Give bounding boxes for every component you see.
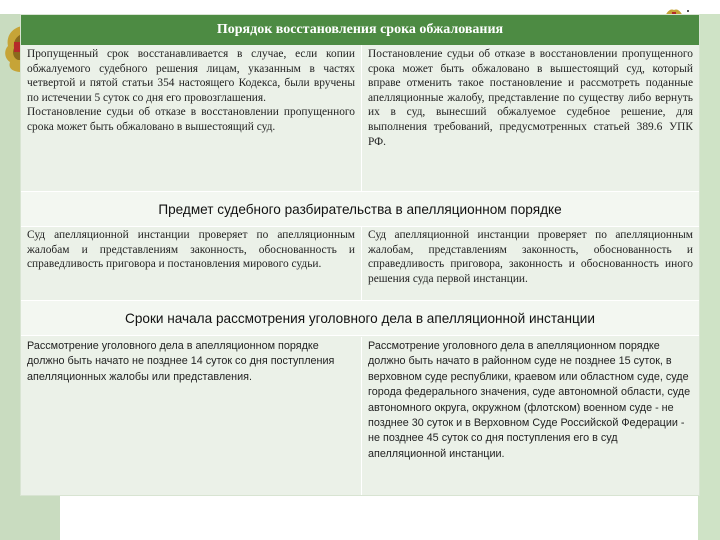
background-right-strip [698, 0, 720, 540]
table-row-restoration [21, 45, 699, 195]
coat-of-arms-icon [0, 6, 22, 86]
table-row-deadlines [21, 337, 699, 495]
deadlines-left-cell: Рассмотрение уголовного дела в апелляционном порядке должно быть начато не позднее 14 суток со дня поступления апелляционных жалобы или представления. [21, 337, 362, 495]
background-bottom-panel [0, 506, 60, 540]
section-title-subject: Предмет судебного разбирательства в апелляционном порядке [21, 191, 699, 227]
subject-left-cell: Суд апелляционной инстанции проверяет по апелляционным жалобам и представлениям законность, обоснованность и справедливость приговора и постановления мирового судьи. [21, 226, 362, 312]
table-title: Порядок восстановления срока обжалования [21, 15, 699, 45]
section-title-deadlines: Сроки начала рассмотрения уголовного дела в апелляционной инстанции [21, 300, 699, 336]
restoration-left-paragraph-2: Постановление судьи об отказе в восстановлении пропущенного срока может быть обжаловано в вышестоящий суд. [27, 106, 355, 133]
subject-right-cell: Суд апелляционной инстанции проверяет по апелляционным жалобам, представлениям законность, обоснованность и справедливость приговора, законность и обоснованность иного решения суда первой инстанции. [368, 229, 693, 285]
appeal-procedure-table [20, 14, 700, 496]
restoration-right-cell: Постановление судьи об отказе в восстановлении пропущенного срока может быть обжаловано в вышестоящий суд, который вправе отменить такое постановление и рассмотреть поданные апелляционные жалобу, представление по существу либо вернуть их в суд, вынесший обжалуемое судебное решение, для выполнения требований, предусмотренных статьей 389.6 УПК РФ. [368, 48, 693, 148]
restoration-left-cell [21, 45, 362, 195]
background-top-strip [0, 0, 720, 14]
deadlines-right-cell: Рассмотрение уголовного дела в апелляционном порядке должно быть начато в районном суде не позднее 15 суток, в верховном суде республики, краевом или областном суде, суде города федерального значения, суде автономной области, суде автономного округа, окружном (флотском) военном суде - не позднее 30 суток и в Верховном Суде Российской Федерации - не позднее 45 суток со дня поступления его в суд апелляционной инстанции. [368, 340, 691, 460]
restoration-left-paragraph-1: Пропущенный срок восстанавливается в случае, если копии обжалуемого судебного решения лицам, указанным в частях четвертой и пятой статьи 354 настоящего Кодекса, были вручены по истечении 5 суток со дня его провозглашения. [27, 48, 355, 104]
